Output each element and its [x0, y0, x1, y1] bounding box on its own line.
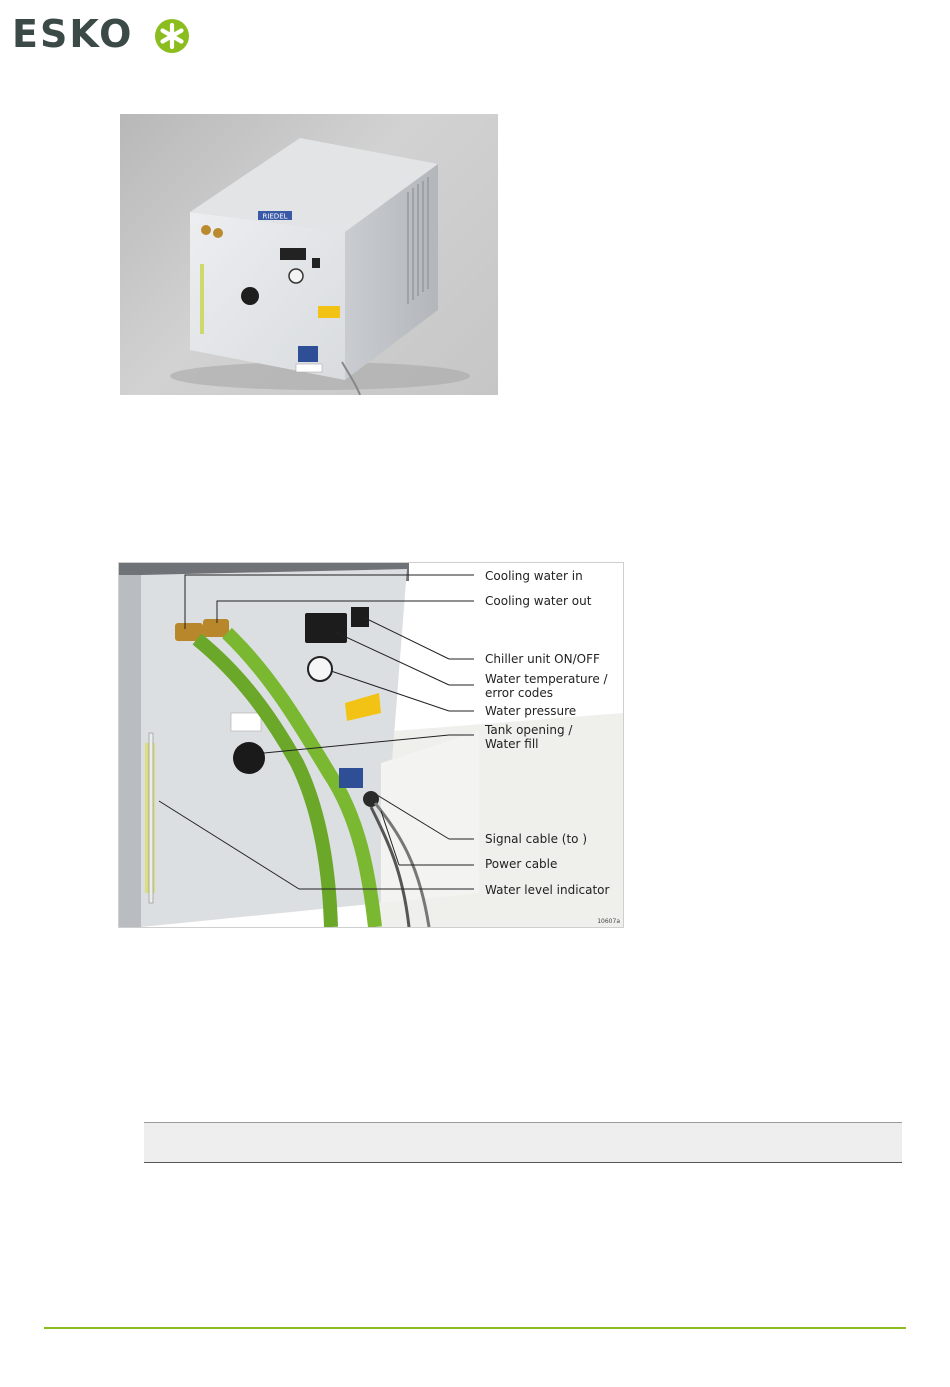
esko-star-icon — [154, 18, 190, 54]
svg-text:RIEDEL: RIEDEL — [262, 212, 288, 221]
callout-power-cable: Power cable — [485, 857, 558, 871]
callout-water-pressure: Water pressure — [485, 704, 577, 718]
chiller-unit-photo — [120, 114, 498, 395]
callout-error-codes: error codes — [485, 686, 554, 700]
callout-water-level-indicator: Water level indicator — [485, 883, 610, 897]
callout-chiller-on-off: Chiller unit ON/OFF — [485, 652, 600, 666]
annotated-illustration — [119, 563, 623, 927]
footer-rule — [44, 1327, 906, 1329]
chiller-annotated-photo — [118, 562, 624, 928]
callout-cooling-water-in: Cooling water in — [485, 569, 583, 583]
chiller-unit-illustration — [120, 114, 498, 395]
logo-text: ESKO — [12, 12, 134, 56]
callout-water-fill: Water fill — [485, 737, 539, 751]
callout-signal-cable: Signal cable (to ) — [485, 832, 587, 846]
callout-tank-opening: Tank opening / — [485, 723, 573, 737]
figure-code: 10607a — [597, 918, 620, 925]
callout-water-temperature: Water temperature / — [485, 672, 608, 686]
callout-cooling-water-out: Cooling water out — [485, 594, 592, 608]
esko-logo — [12, 12, 182, 56]
table-header-bar — [144, 1122, 902, 1163]
